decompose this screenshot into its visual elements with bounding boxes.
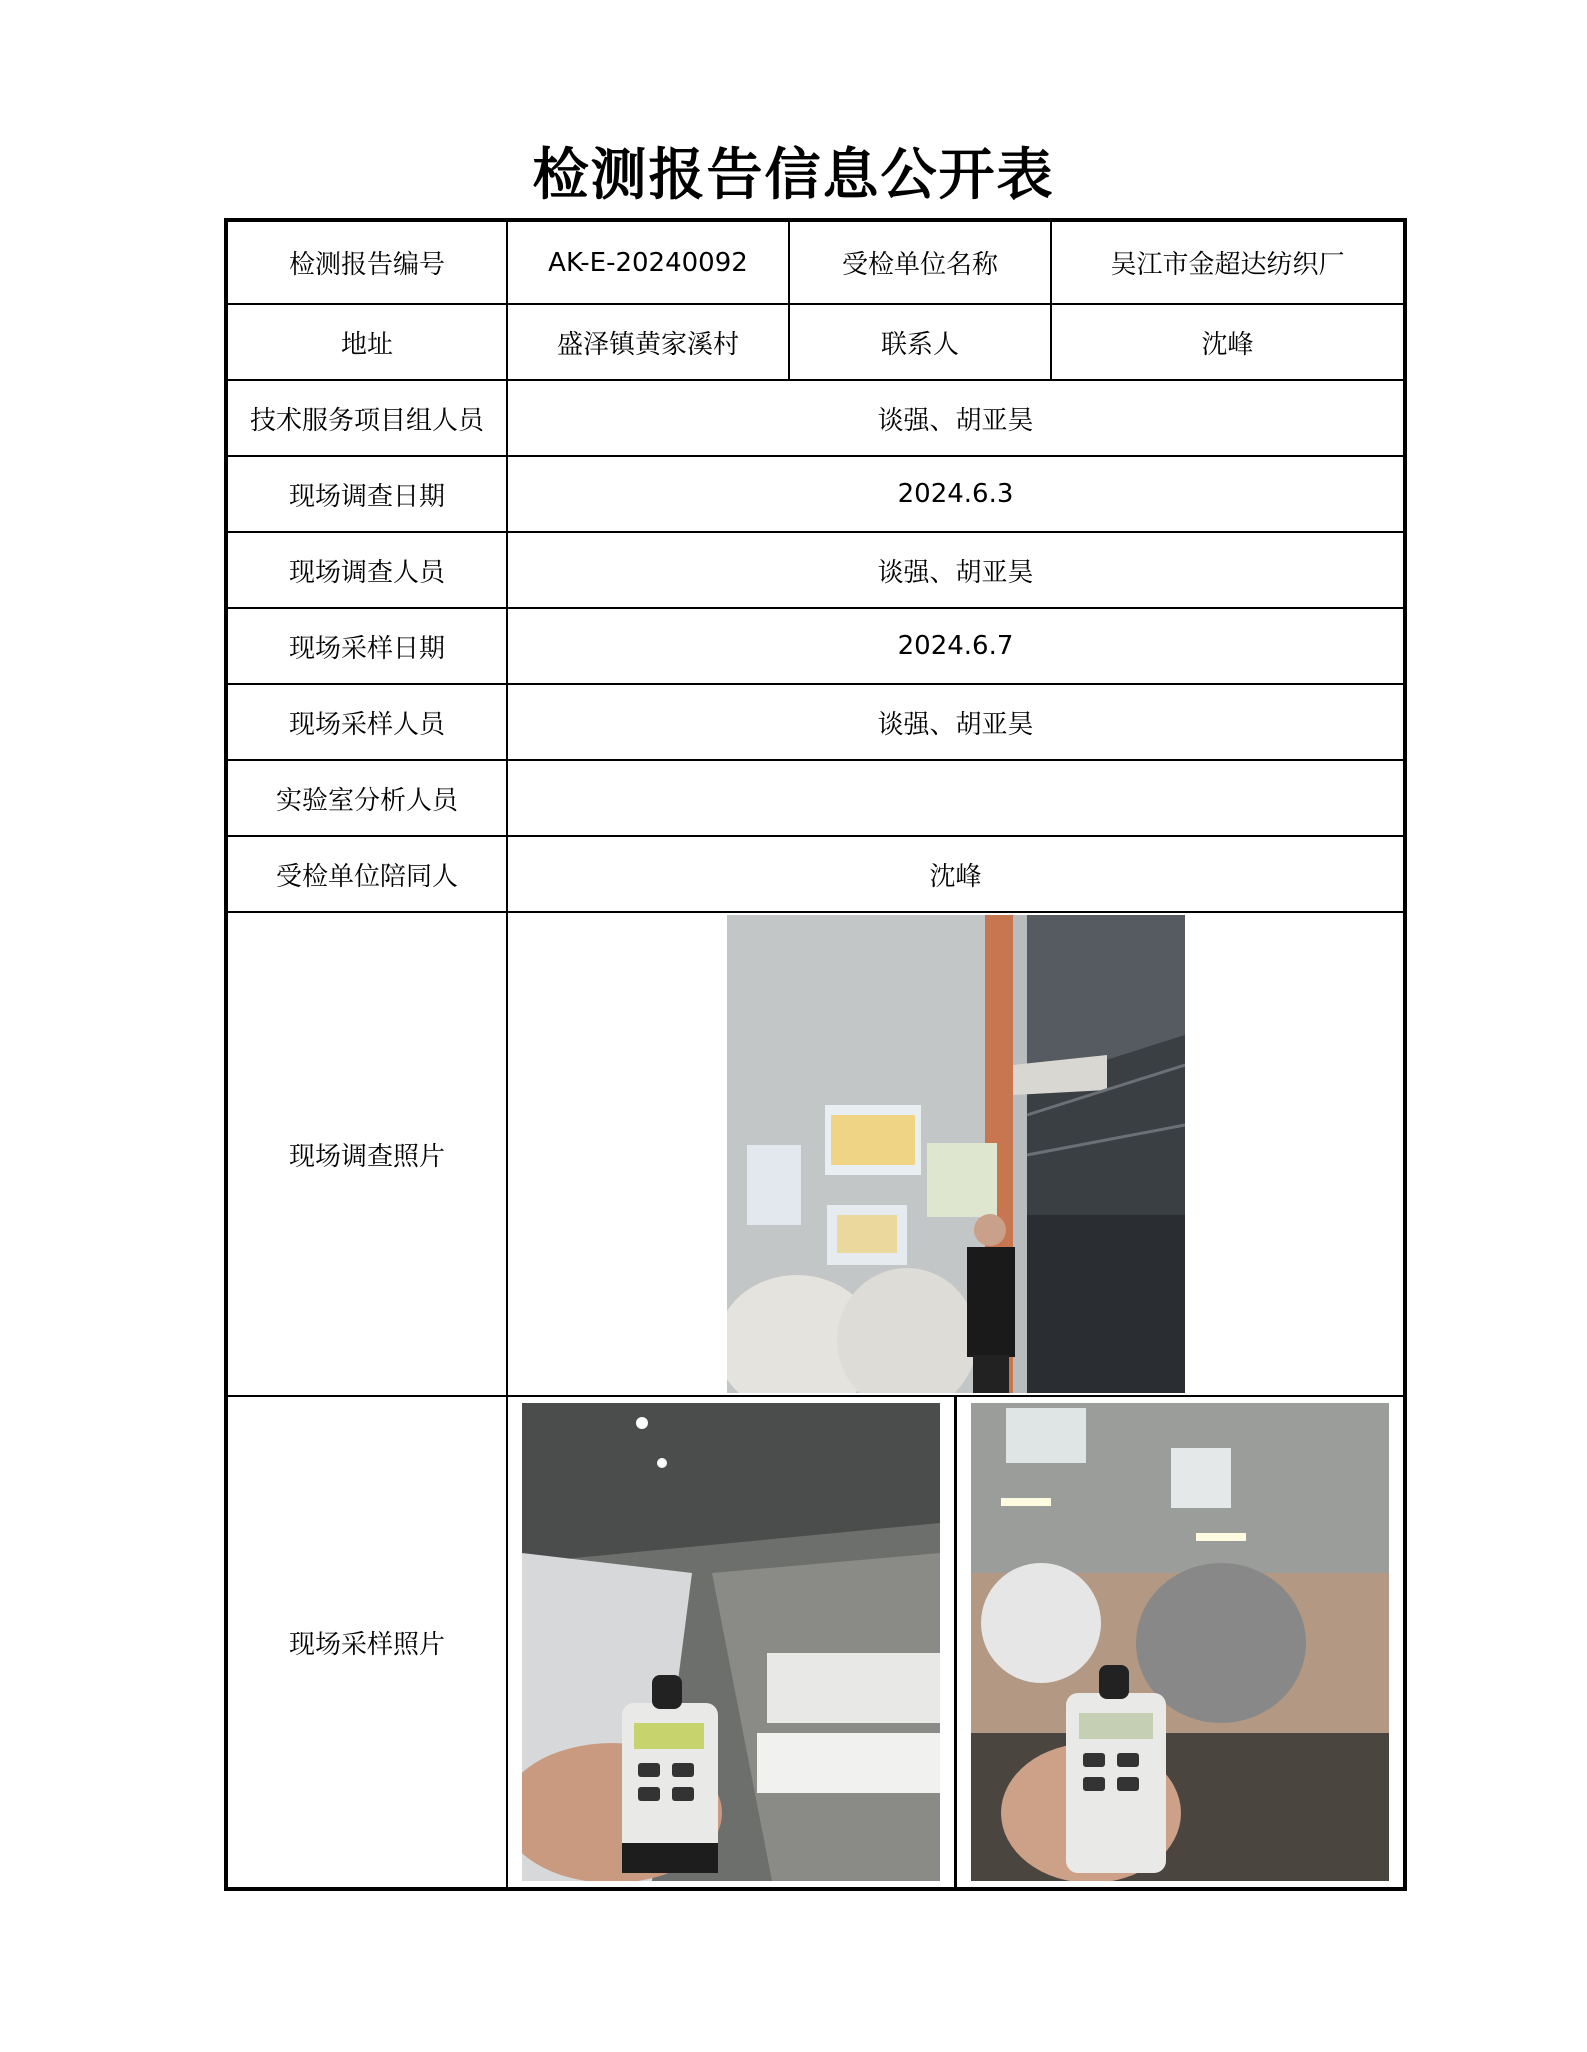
inspected-unit-label: 受检单位名称 — [789, 220, 1051, 304]
report-table — [224, 218, 1407, 1891]
table-row — [226, 912, 1405, 1396]
row-value: 沈峰 — [507, 836, 1405, 912]
sampling-photo-label: 现场采样照片 — [226, 1396, 507, 1889]
table-row — [226, 1396, 1405, 1889]
contact-label: 联系人 — [789, 304, 1051, 380]
sampling-photo-cell — [507, 1396, 1405, 1889]
table-row — [226, 760, 1405, 836]
table-row — [226, 608, 1405, 684]
row-value: 2024.6.7 — [507, 608, 1405, 684]
table-row — [226, 304, 1405, 380]
row-label: 现场调查人员 — [226, 532, 507, 608]
row-value: 谈强、胡亚昊 — [507, 532, 1405, 608]
sampling-photo-left — [508, 1397, 957, 1887]
row-label: 技术服务项目组人员 — [226, 380, 507, 456]
table-row — [226, 220, 1405, 304]
row-label: 受检单位陪同人 — [226, 836, 507, 912]
row-value — [507, 760, 1405, 836]
row-value: 2024.6.3 — [507, 456, 1405, 532]
table-row — [226, 456, 1405, 532]
row-value: 谈强、胡亚昊 — [507, 684, 1405, 760]
row-value: 谈强、胡亚昊 — [507, 380, 1405, 456]
address-value: 盛泽镇黄家溪村 — [507, 304, 789, 380]
survey-photo-label: 现场调查照片 — [226, 912, 507, 1396]
report-number-value: AK-E-20240092 — [507, 220, 789, 304]
survey-photo-cell — [507, 912, 1405, 1396]
sampling-photo-right — [957, 1397, 1403, 1887]
inspected-unit-value: 吴江市金超达纺织厂 — [1051, 220, 1405, 304]
row-label: 现场采样日期 — [226, 608, 507, 684]
row-label: 现场调查日期 — [226, 456, 507, 532]
row-label: 实验室分析人员 — [226, 760, 507, 836]
table-row — [226, 380, 1405, 456]
survey-photo — [727, 915, 1185, 1393]
table-row — [226, 836, 1405, 912]
table-row — [226, 684, 1405, 760]
contact-value: 沈峰 — [1051, 304, 1405, 380]
address-label: 地址 — [226, 304, 507, 380]
page-title: 检测报告信息公开表 — [532, 142, 1055, 208]
report-number-label: 检测报告编号 — [226, 220, 507, 304]
table-row — [226, 532, 1405, 608]
row-label: 现场采样人员 — [226, 684, 507, 760]
